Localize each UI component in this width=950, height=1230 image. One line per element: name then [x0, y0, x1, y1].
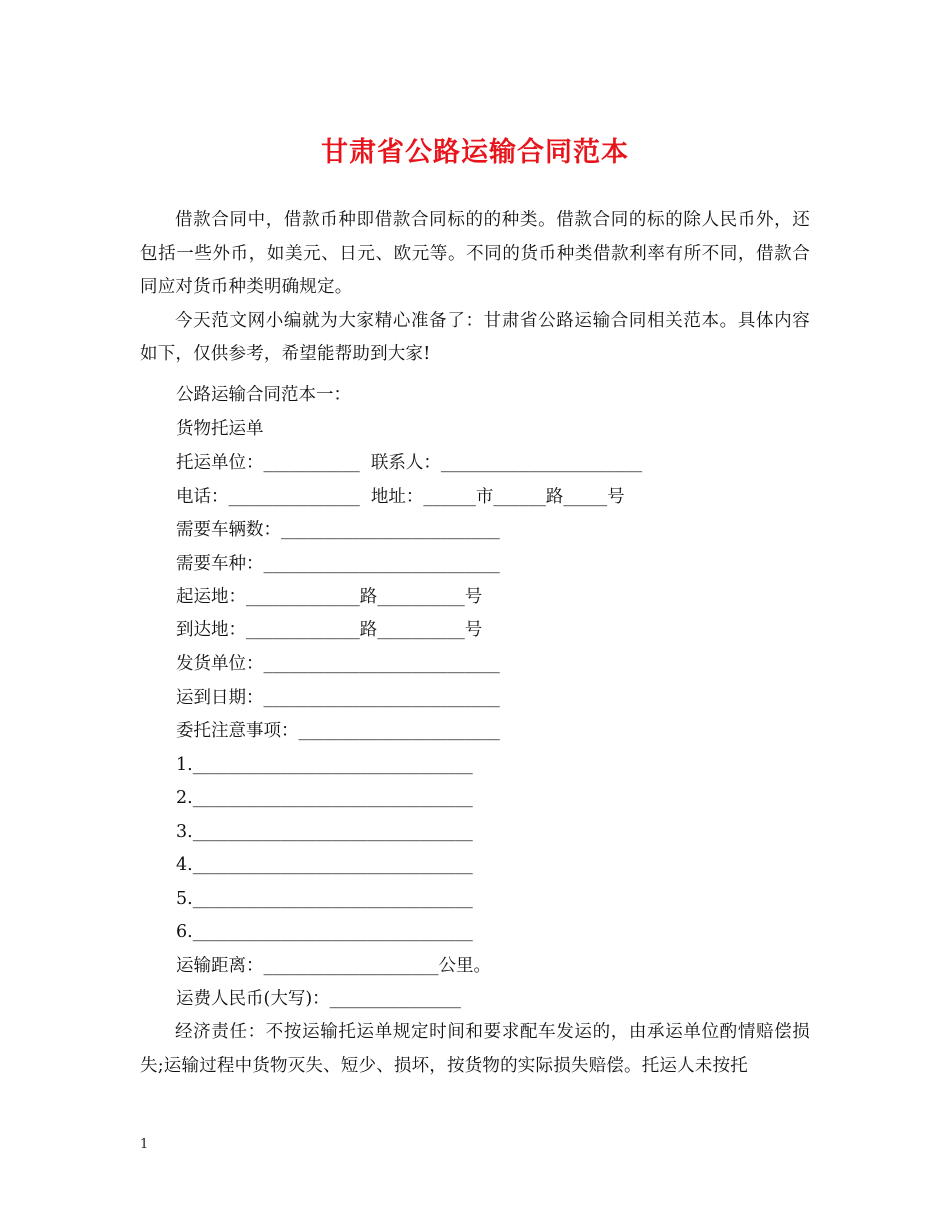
form-line-arrival-date: 运到日期：___________________________	[176, 688, 500, 708]
form-line-item-5: 5.________________________________	[176, 889, 473, 909]
form-line-sender: 发货单位：___________________________	[176, 654, 500, 674]
intro-paragraph-2: 今天范文网小编就为大家精心准备了：甘肃省公路运输合同相关范本。具体内容如下，仅供参考，希望能帮助到大家!	[140, 310, 810, 364]
form-line-origin: 起运地：_____________路__________号	[176, 587, 483, 607]
page-number: 1	[140, 1137, 149, 1152]
form-line-item-4: 4.________________________________	[176, 855, 473, 875]
liability-paragraph: 经济责任：不按运输托运单规定时间和要求配车发运的，由承运单位酌情赔偿损失;运输过程中货物灭失、短少、损坏，按货物的实际损失赔偿。托运人未按托	[140, 1022, 810, 1076]
form-line-notes: 委托注意事项：_______________________	[176, 721, 500, 741]
form-line-item-3: 3.________________________________	[176, 822, 473, 842]
form-line-destination: 到达地：_____________路__________号	[176, 620, 483, 640]
form-line-item-2: 2.________________________________	[176, 788, 473, 808]
form-line-phone-address: 电话：_______________ 地址：______市______路_____号	[176, 487, 625, 507]
form-line-shipper: 托运单位：___________ 联系人：_______________________	[176, 453, 643, 473]
form-heading: 货物托运单	[176, 419, 264, 439]
document-title: 甘肃省公路运输合同范本	[321, 137, 629, 168]
intro-section	[140, 204, 810, 372]
form-line-item-6: 6.________________________________	[176, 922, 473, 942]
section-heading: 公路运输合同范本一：	[176, 385, 351, 405]
liability-section	[140, 1016, 810, 1083]
form-line-vehicle-type: 需要车种：___________________________	[176, 554, 500, 574]
form-line-vehicle-count: 需要车辆数：_________________________	[176, 520, 500, 540]
form-line-item-1: 1.________________________________	[176, 755, 473, 775]
intro-paragraph-1: 借款合同中，借款币种即借款合同标的的种类。借款合同的标的除人民币外，还包括一些外币，如美元、日元、欧元等。不同的货币种类借款利率有所不同，借款合同应对货币种类明确规定。	[140, 210, 810, 297]
form-line-distance: 运输距离：____________________公里。	[176, 956, 491, 976]
form-line-freight: 运费人民币(大写)：_______________	[176, 989, 461, 1009]
